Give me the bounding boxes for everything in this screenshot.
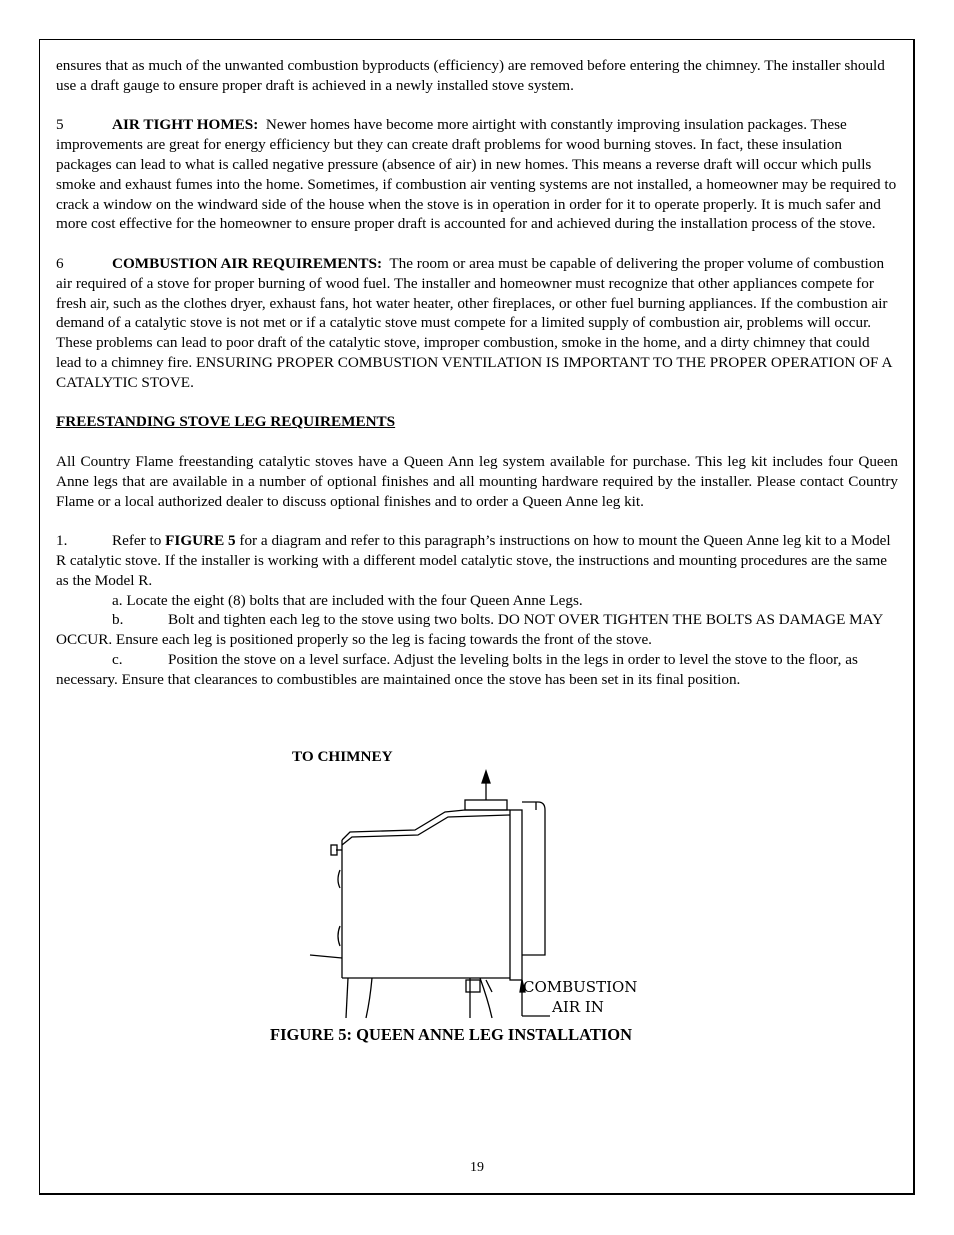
front-leg-curve [366, 978, 372, 1018]
paragraph-body: The room or area must be capable of delivering the proper volume of combustion air required of a stove for proper burning of wood fuel. The installer and homeowner must recognize that other appliances compete for fresh air, such as the clothes dryer, exhaust fans, hot water heater, other fireplaces, or other fuel burning appliances. If the combustion air demand of a catalytic stove is not met or if a catalytic stove must compete for a limited supply of combustion air, problems will occur. These problems can lead to poor draft of the catalytic stove, improper combustion, smoke in the home, and a dirty chimney that could lead to a chimney fire. ENSURING PROPER COMBUSTION VENTILATION IS IMPORTANT TO THE PROPER OPERATION OF A CATALYTIC STOVE. [56, 254, 892, 391]
front-leg [346, 978, 348, 1018]
paragraph-body: Newer homes have become more airtight with constantly improving insulation packages. These improvements are great for energy efficiency but they can create draft problems for wood burning stoves. In fact, these insulation packages can lead to what is called negative pressure (absence of air) in new homes. This means a reverse draft will occur which pulls smoke and exhaust fumes into the home. Sometimes, if combustion air venting systems are not installed, a homeowner may be required to crack a window on the windward side of the house when the stove is in operation in order for it to operate properly. It is much safer and more cost effective for the homeowner to ensure proper draft is accounted for and achieved during the installation process of the stove. [56, 116, 897, 233]
combustion-air-paragraph [56, 254, 898, 393]
step-1: 1. Refer to FIGURE 5 for a diagram and refer to this paragraph’s instructions on how to mount the Queen Anne leg kit to a Model R catalytic stove. If the installer is working with a different model catalytic stove, the instructions and mounting procedures are the same as the Model R. [56, 532, 891, 589]
substep-label: b. [112, 611, 124, 629]
section-intro: All Country Flame freestanding catalytic stoves have a Queen Ann leg system available for purchase. This leg kit includes four Queen Anne legs that are available in a number of optional finishes and all mounting hardware required by the installer. Please contact Country Flame or a local authorized dealer to discuss optional finishes and to order a Queen Anne leg kit. [56, 452, 898, 510]
figure-label-combustion: COMBUSTION [523, 978, 638, 996]
figure-label-air-in: AIR IN [552, 998, 604, 1016]
back-panel [510, 810, 522, 980]
air-inlet [466, 980, 480, 992]
substep-text: Bolt and tighten each leg to the stove using two bolts. DO NOT OVER TIGHTEN THE BOLTS AS DAMAGE MAY OCCUR. Ensure each leg is positioned properly so the leg is facing towards the front of the stove. [56, 611, 883, 649]
stove-leg-diagram [270, 745, 710, 1055]
figure-caption: FIGURE 5: QUEEN ANNE LEG INSTALLATION [270, 1025, 632, 1044]
intro-paragraph: ensures that as much of the unwanted combustion byproducts (efficiency) are removed before entering the chimney. The installer should use a draft gauge to ensure proper draft is achieved in a newly installed stove system. [56, 57, 885, 94]
section-heading: FREESTANDING STOVE LEG REQUIREMENTS [56, 413, 396, 431]
page-body [56, 56, 898, 690]
substep-text: Position the stove on a level surface. Adjust the leveling bolts in the legs in order to level the stove to the floor, as necessary. Ensure that clearances to combustibles are maintained once the stove has been set in its final position. [56, 650, 858, 688]
substep-text: Locate the eight (8) bolts that are included with the four Queen Anne Legs. [126, 591, 583, 609]
paragraph-title: AIR TIGHT HOMES: [112, 116, 259, 134]
paragraph-number: 6 [56, 254, 64, 272]
substep-a [56, 591, 898, 611]
heat-shield [522, 802, 545, 955]
chimney-arrow-head [482, 771, 490, 783]
substep-label: c. [112, 650, 123, 668]
figure-reference: FIGURE 5 [165, 532, 236, 550]
substep-c [56, 650, 898, 690]
stove-top [342, 810, 510, 840]
flue-collar [465, 800, 507, 810]
air-tight-homes-paragraph [56, 115, 898, 234]
substep-b [56, 610, 898, 650]
paragraph-number: 5 [56, 116, 64, 134]
page-number: 19 [470, 1160, 484, 1175]
substep-label: a. [112, 591, 123, 609]
paragraph-title: COMBUSTION AIR REQUIREMENTS: [112, 254, 383, 272]
step-number: 1. [56, 532, 68, 550]
figure-label-to-chimney: TO CHIMNEY [292, 748, 393, 765]
rear-leg-curve [480, 978, 492, 1018]
